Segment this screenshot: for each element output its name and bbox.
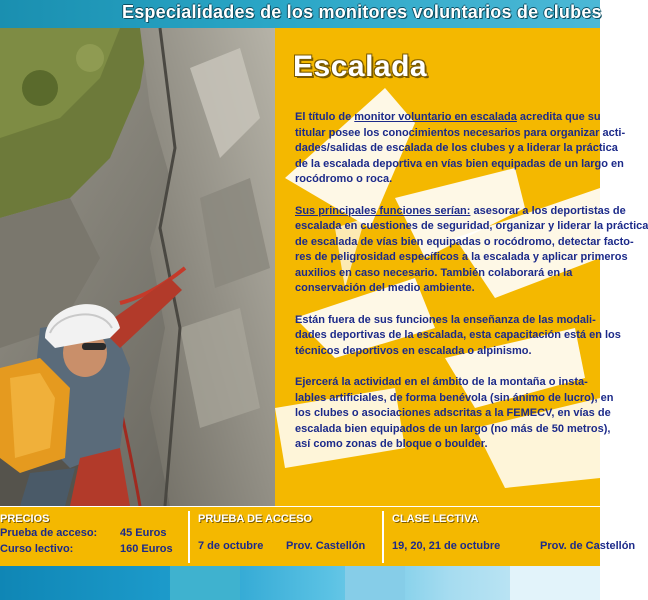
functions-line: auxilios en caso necesario. También colaborará en la: [295, 266, 573, 279]
precios-section: [0, 507, 188, 567]
bottom-stripe: [0, 566, 600, 600]
article-body: [295, 110, 648, 469]
divider: [188, 511, 190, 563]
intro-text: El título de: [295, 111, 355, 123]
intro-line: rocódromo o roca.: [295, 173, 393, 185]
precio-label: Curso lectivo:: [0, 543, 74, 555]
intro-paragraph: [295, 110, 635, 188]
outside-line: dades deportivas de la escalada, esta capacitación está en los: [295, 329, 621, 341]
banner-title: Especialidades de los monitores voluntarios de clubes: [122, 2, 602, 22]
clase-section: [392, 507, 636, 567]
functions-line: de escalada de vías bien equipadas o rocódromo, detectar facto-: [295, 235, 634, 248]
scope-line: los clubes o asociaciones adscritas a la FEMECV, en vías de: [295, 407, 611, 419]
functions-line: res de peligrosidad específicos a la escalada y aplicar primeros: [295, 251, 628, 263]
functions-line: escalada en cuestiones de seguridad, organizar y liderar la práctica: [295, 220, 648, 232]
scope-line: Ejercerá la actividad en el ámbito de la montaña o insta-: [295, 376, 588, 388]
prueba-section: [198, 507, 378, 567]
stripe-segment: [345, 566, 405, 600]
intro-line: titular posee los conocimientos necesarios para organizar acti-: [295, 126, 626, 139]
divider: [382, 511, 384, 563]
functions-line: conservación del medio ambiente.: [295, 282, 475, 294]
precio-value: 160 Euros: [120, 543, 173, 555]
top-banner: [0, 0, 600, 28]
outside-line: técnicos deportivos en escalada o alpinismo.: [295, 344, 532, 357]
scope-paragraph: [295, 375, 635, 453]
clase-title: CLASE LECTIVA: [392, 513, 479, 525]
precio-label: Prueba de acceso:: [0, 527, 98, 539]
article-panel: [275, 28, 648, 506]
intro-text: acredita que su: [516, 111, 601, 123]
scope-line: así como zonas de bloque o boulder.: [295, 438, 488, 450]
scope-line: lables artificiales, de forma benévola (sin ánimo de lucro), en: [295, 391, 614, 404]
article-heading: Escalada: [293, 50, 428, 83]
clase-place: Prov. de Castellón: [540, 540, 636, 552]
precio-value: 45 Euros: [120, 527, 167, 539]
intro-line: de la escalada deportiva en vías bien equipadas de un largo en: [295, 157, 624, 170]
precios-title: PRECIOS: [0, 513, 50, 525]
prueba-title: PRUEBA DE ACCESO: [198, 513, 313, 525]
functions-text: asesorar a los deportistas de: [470, 204, 626, 217]
monitor-title-underlined: monitor voluntario en escalada: [354, 111, 517, 123]
functions-label-underlined: Sus principales funciones serían:: [295, 204, 471, 217]
intro-line: dades/salidas de escalada de los clubes y a liderar la práctica: [295, 142, 618, 154]
outside-line: Están fuera de sus funciones la enseñanza de las modali-: [295, 313, 596, 326]
info-bar: [0, 506, 636, 566]
stripe-segment: [170, 566, 240, 600]
stripe-segment: [510, 566, 600, 600]
prueba-date: 7 de octubre: [198, 540, 264, 552]
climber-photo-illustration: [0, 28, 275, 506]
climber-photo: [0, 28, 275, 506]
scope-line: escalada bien equipados de un largo (no más de 50 metros),: [295, 422, 611, 435]
outside-paragraph: [295, 313, 635, 360]
functions-paragraph: [295, 204, 648, 297]
clase-date: 19, 20, 21 de octubre: [392, 540, 501, 552]
prueba-place: Prov. Castellón: [286, 540, 366, 552]
